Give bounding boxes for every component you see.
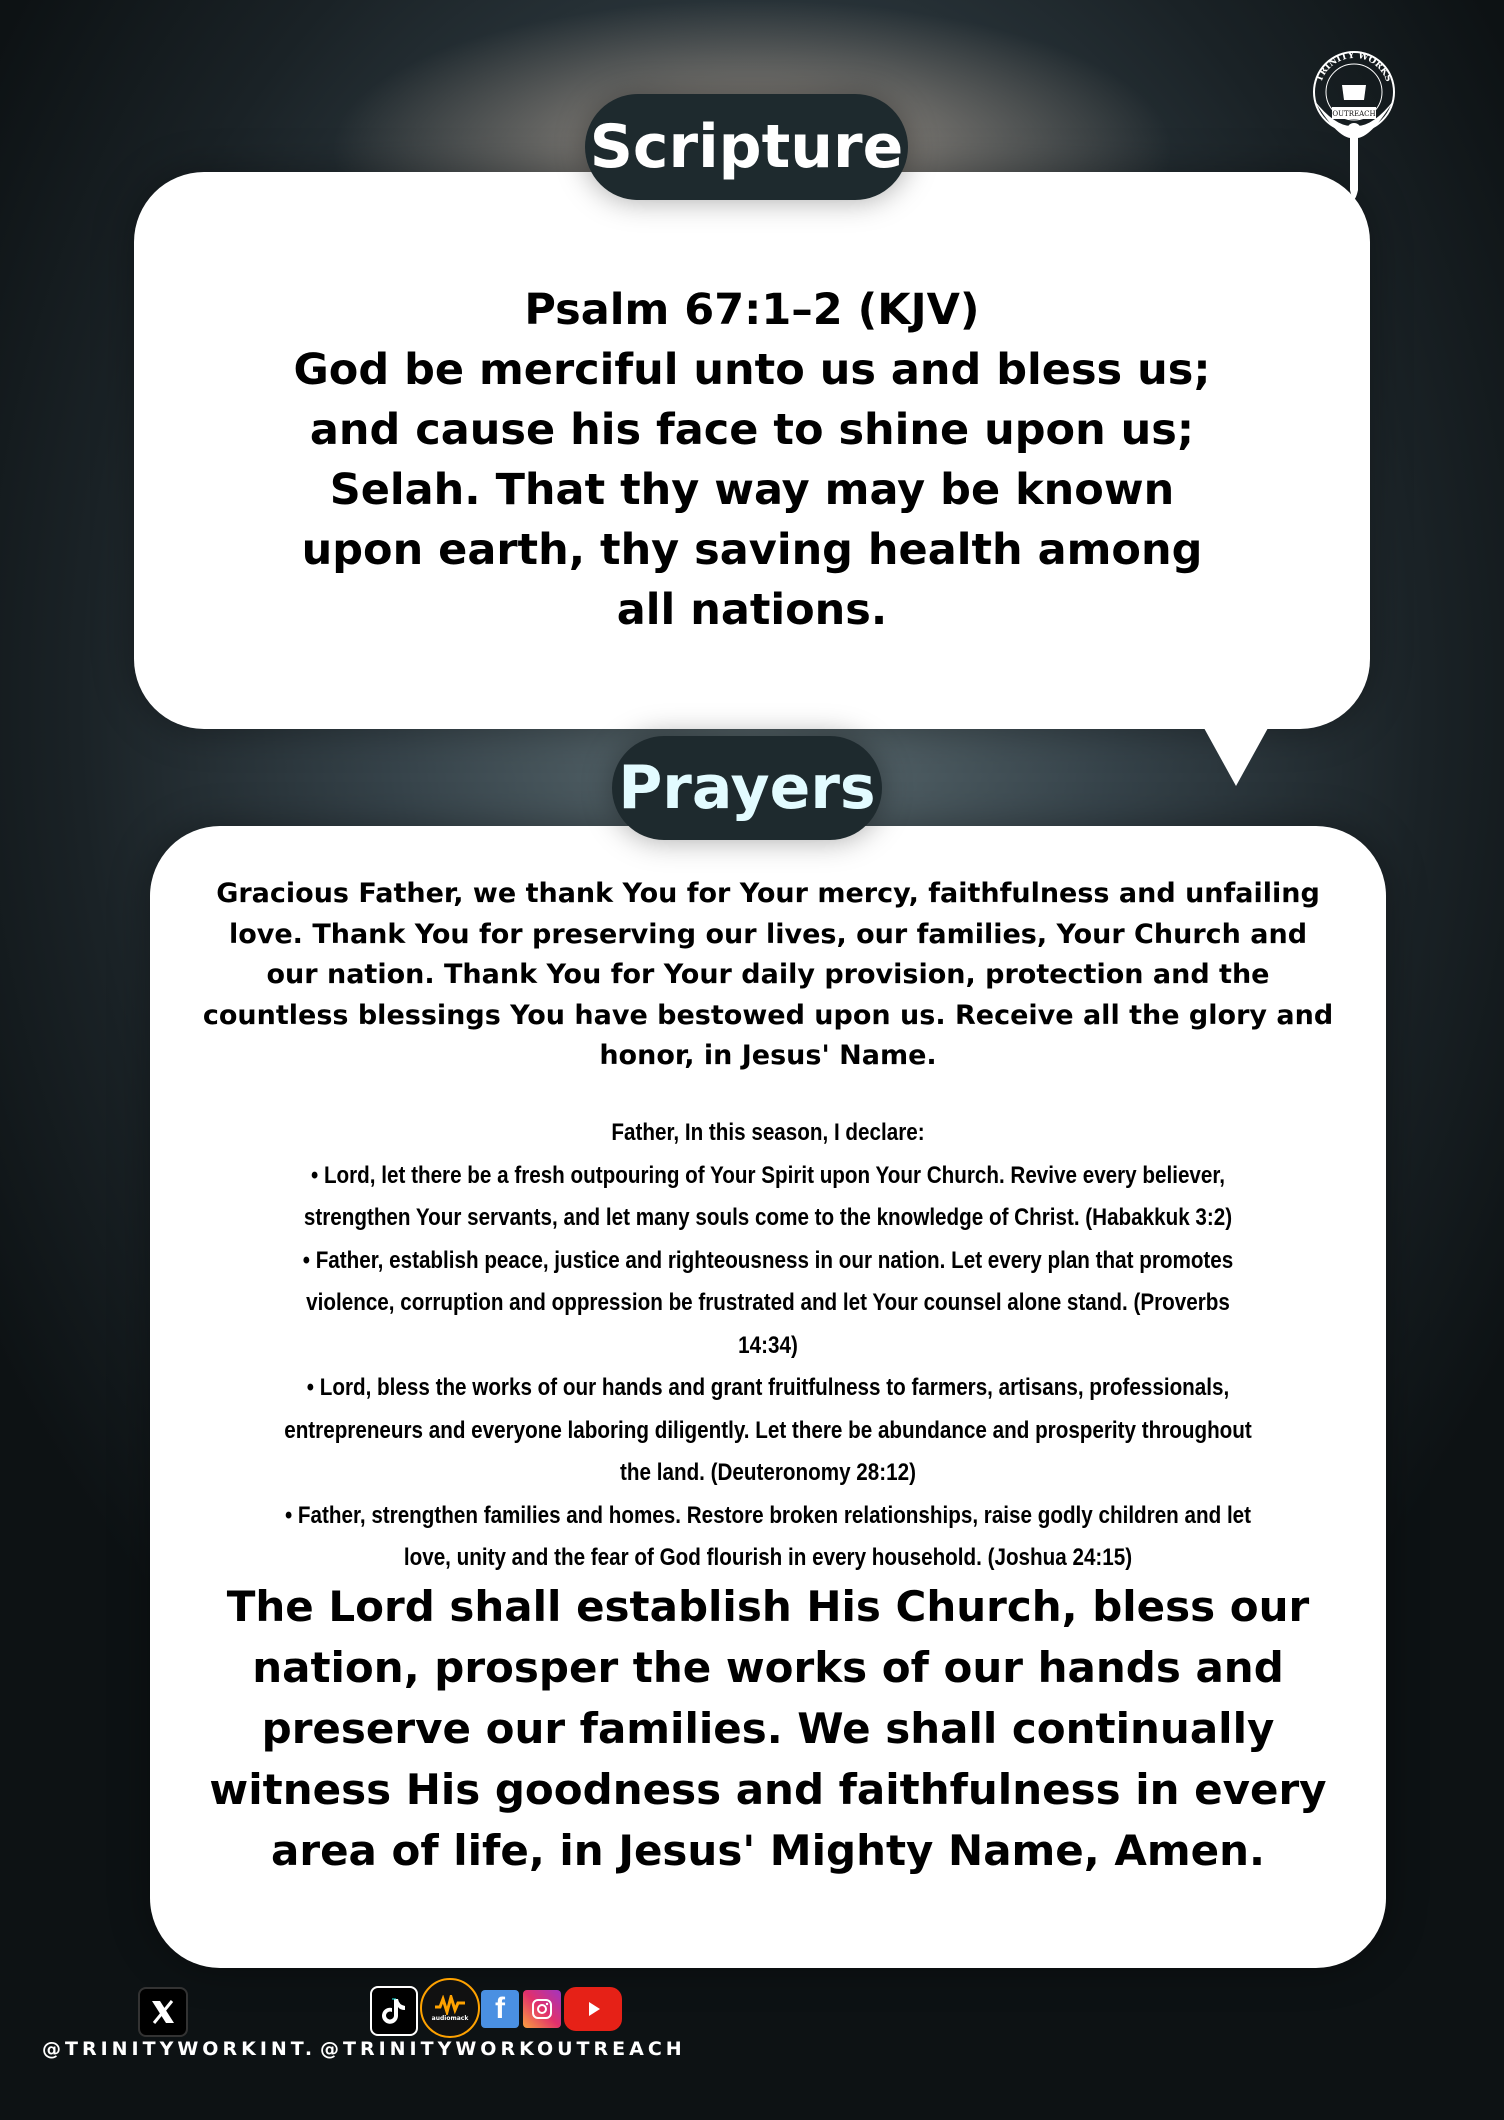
social-handle[interactable]: @TRINITYWORKOUTREACH bbox=[320, 2038, 686, 2060]
declaration-item: • Lord, bless the works of our hands and grant fruitfulness to farmers, artisans, professionals, entrepreneurs and everyone laboring diligently. Let there be abundance and prosperity throughout the land. (Deuteronomy 28:12) bbox=[284, 1374, 1252, 1486]
svg-text:TRINITY WORKS bbox=[1315, 51, 1393, 84]
audiomack-label: audiomack bbox=[431, 2014, 469, 2022]
verse-line: upon earth, thy saving health among bbox=[301, 525, 1203, 575]
x-icon[interactable] bbox=[138, 1987, 188, 2037]
prayer-intro: Gracious Father, we thank You for Your mercy, faithfulness and unfailing love. Thank You for preserving our lives, our families, Your Church and our nation. Thank You for Your daily provision, protection and the countless blessings You have bestowed upon us. Receive all the glory and honor, in Jesus' Name. bbox=[202, 878, 1334, 1071]
scripture-verse bbox=[134, 280, 1370, 640]
declaration-item: • Father, strengthen families and homes. Restore broken relationships, raise godly children and let love, unity and the fear of God flourish in every household. (Joshua 24:15) bbox=[284, 1501, 1252, 1571]
facebook-icon[interactable]: f bbox=[481, 1990, 519, 2028]
tiktok-icon[interactable] bbox=[370, 1986, 418, 2036]
verse-line: Selah. That thy way may be known bbox=[329, 465, 1175, 515]
logo-banner-text: OUTREACH bbox=[1332, 110, 1376, 118]
declarations-block bbox=[280, 1112, 1257, 1580]
verse-line: God be merciful unto us and bless us; bbox=[293, 345, 1211, 395]
prayers-title: Prayers bbox=[612, 736, 882, 840]
declaration-item: • Father, establish peace, justice and righteousness in our nation. Let every plan that promotes violence, corruption and oppression be frustrated and let Your counsel alone stand. (Proverbs 14:34) bbox=[302, 1246, 1234, 1359]
scripture-reference: Psalm 67:1–2 (KJV) bbox=[524, 285, 980, 335]
instagram-icon[interactable] bbox=[523, 1990, 561, 2028]
social-footer bbox=[0, 1970, 1504, 2110]
logo-arc-text: TRINITY WORKS bbox=[1314, 50, 1394, 84]
verse-line: all nations. bbox=[616, 585, 888, 635]
verse-line: and cause his face to shine upon us; bbox=[309, 405, 1195, 455]
audiomack-icon[interactable] bbox=[420, 1978, 480, 2038]
scripture-title: Scripture bbox=[585, 94, 908, 200]
scripture-card bbox=[134, 172, 1370, 729]
trinity-works-outreach-logo bbox=[1306, 40, 1402, 210]
x-handle[interactable]: @TRINITYWORKINT. bbox=[42, 2038, 317, 2060]
speech-bubble-tail bbox=[1204, 728, 1268, 786]
declarations-heading: Father, In this season, I declare: bbox=[611, 1119, 925, 1146]
prayer-closing: The Lord shall establish His Church, bless our nation, prosper the works of our hands and preserve our families. We shall continually witness His goodness and faithfulness in every area of life, in Jesus' Mighty Name, Amen. bbox=[209, 1582, 1327, 1875]
youtube-icon[interactable] bbox=[564, 1987, 622, 2031]
prayers-card bbox=[150, 826, 1386, 1968]
declaration-item: • Lord, let there be a fresh outpouring of Your Spirit upon Your Church. Revive every believer, strengthen Your servants, and let many souls come to the knowledge of Christ. (Habakkuk 3:2) bbox=[303, 1161, 1233, 1231]
